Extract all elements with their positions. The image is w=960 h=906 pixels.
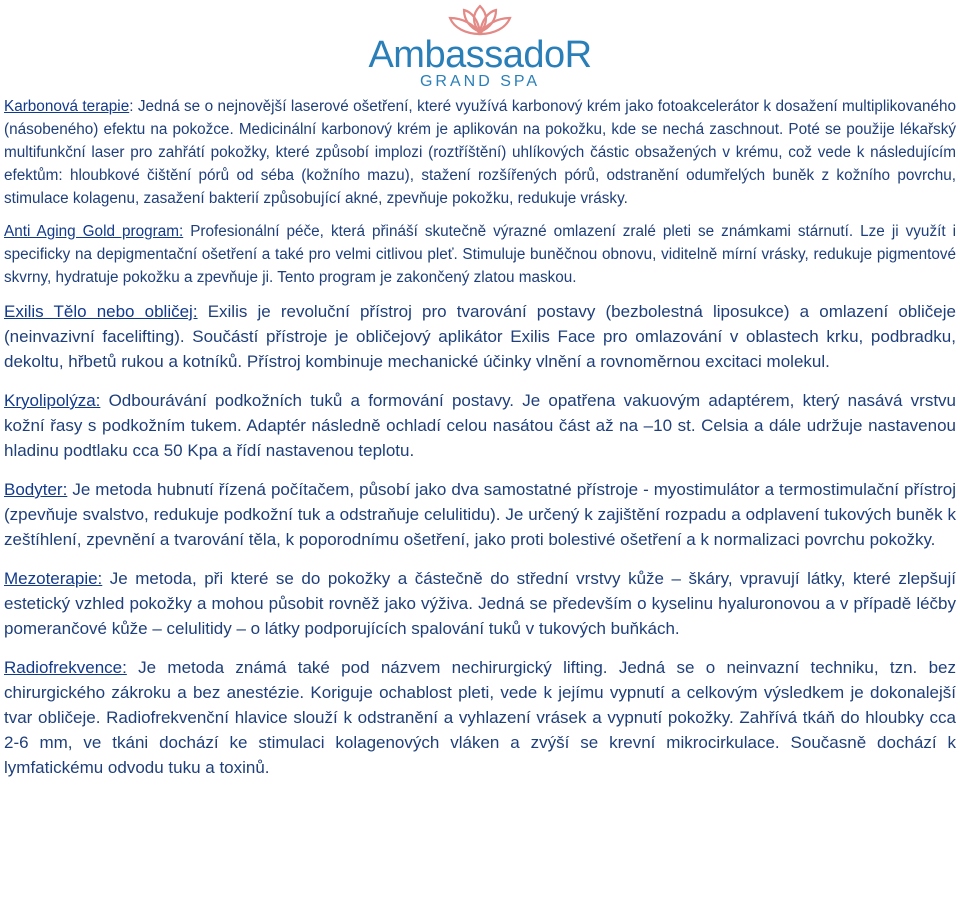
spa-logo — [360, 0, 600, 88]
section-text: Exilis je revoluční přístroj pro tvarování postavy (bezbolestná liposukce) a omlazení obličeje (neinvazivní facelifting). Součástí přístroje je obličejový aplikátor Exilis Face pro omlazování v oblastech krku, podbradku, dekoltu, hřbetů rukou a kotníků. Přístroj kombinuje mechanické účinky vlnění a rovnoměrnou excitaci molekul. — [4, 302, 956, 371]
section-text: Profesionální péče, která přináší skutečně výrazné omlazení zralé pleti se známkami stárnutí. Lze ji využít i specificky na depigmentační ošetření a také pro velmi citlivou pleť. Stimuluje buněčnou obnovu, viditelně mírní vrásky, redukuje pigmentové skvrny, hydratuje pokožku a zpevňuje ji. Tento program je zakončený zlatou maskou. — [4, 223, 956, 286]
section-title: Radiofrekvence: — [4, 658, 127, 677]
section-exilis — [4, 299, 956, 374]
logo-subtitle: GRAND SPA — [419, 73, 541, 90]
section-text: : Jedná se o nejnovější laserové ošetření, které využívá karbonový krém jako fotoakcelerátor k dosažení multiplikovaného (násobeného) efektu na pokožce. Medicinální karbonový krém je aplikován na pokožku, kde se nechá zaschnout. Poté se použije lékařský multifunkční laser pro zahřátí pokožky, které způsobí implozi (roztříštění) uhlíkových částic obsažených v krému, což vede k následujícím efektům: hloubkové čištění pórů od séba (kožního mazu), stažení rozšířených pórů, odstranění odumřelých buněk z kožního povrchu, stimulace kolagenu, zasažení bakterií způsobující akné, zpevňuje pokožku, redukuje vrásky. — [4, 98, 956, 207]
section-title: Anti Aging Gold program: — [4, 223, 184, 240]
section-kryolipolyza — [4, 388, 956, 463]
section-title: Kryolipolýza: — [4, 391, 101, 410]
section-title: Karbonová terapie — [4, 98, 130, 115]
section-title: Exilis Tělo nebo obličej: — [4, 302, 198, 321]
section-text: Odbourávání podkožních tuků a formování postavy. Je opatřena vakuovým adaptérem, který nasává vrstvu kožní řasy s podkožním tukem. Adaptér následně ochladí celou nasátou část až na –10 st. Celsia a dále udržuje nastavenou hladinu podtlaku cca 50 Kpa a řídí nastavenou teplotu. — [4, 391, 956, 460]
treatment-list — [4, 95, 956, 780]
section-radiofrekvence — [4, 655, 956, 780]
section-anti-aging — [4, 220, 956, 289]
section-text: Je metoda známá také pod názvem nechirurgický lifting. Jedná se o neinvazní techniku, tzn. bez chirurgického zákroku a bez anestézie. Koriguje ochablost pleti, vede k jejímu vypnutí a celkovým výsledkem je dokonalejší tvar obličeje. Radiofrekvenční hlavice slouží k odstranění a vyhlazení vrásek a vypnutí pokožky. Zahřívá tkáň do hloubky cca 2-6 mm, ve tkáni dochází ke stimulaci kolagenových vláken a zvýší se krevní mikrocirkulace. Současně dochází k lymfatickému odvodu tuku a toxinů. — [4, 658, 956, 777]
section-mezoterapie — [4, 566, 956, 641]
section-title: Bodyter: — [4, 480, 68, 499]
section-text: Je metoda, při které se do pokožky a částečně do střední vrstvy kůže – škáry, vpravují látky, které zlepšují estetický vzhled pokožky a mohou působit rovněž jako výživa. Jedná se především o kyselinu hyaluronovou a v případě léčby pomerančové kůže – celulitidy – o látky podporujících spalování tuků v tukových buňkách. — [4, 569, 956, 638]
section-karbonova-terapie — [4, 95, 956, 210]
section-title: Mezoterapie: — [4, 569, 103, 588]
section-bodyter — [4, 477, 956, 552]
section-text: Je metoda hubnutí řízená počítačem, působí jako dva samostatné přístroje - myostimulátor a termostimulační přístroj (zpevňuje svalstvo, redukuje podkožní tuk a odstraňuje celulitidu). Je určený k zajištění rozpadu a odplavení tukových buněk k zeštíhlení, zpevnění a tvarování těla, k poporodnímu ošetření, jako proti bolestivé ošetření a k normalizaci povrchu pokožky. — [4, 480, 956, 549]
logo-name: AmbassadoR — [368, 34, 592, 76]
